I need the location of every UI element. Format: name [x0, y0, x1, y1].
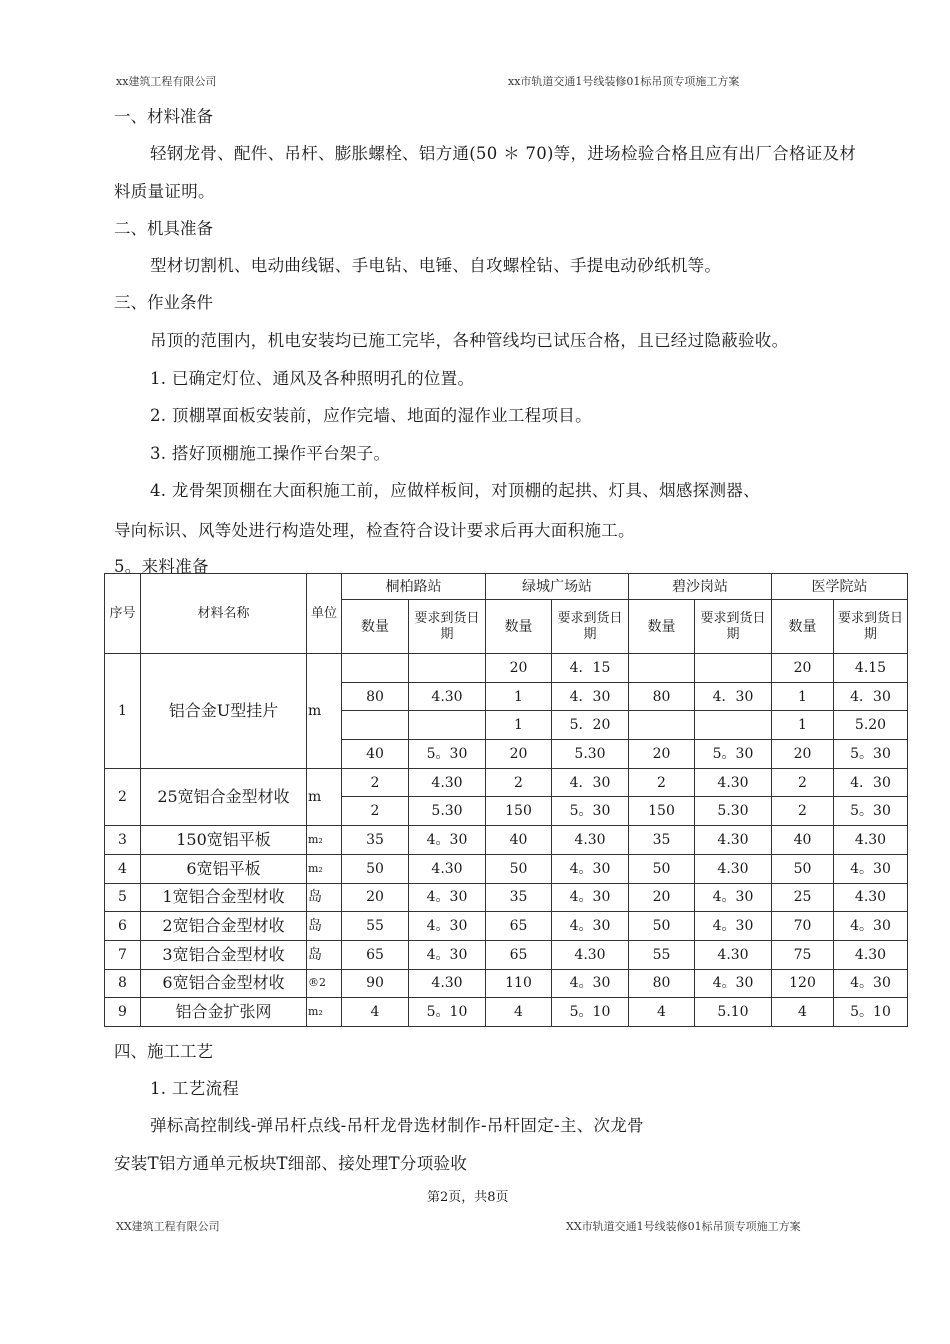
cell-qty: 20 [772, 740, 834, 769]
cell-date: 5。30 [834, 797, 908, 826]
cell-qty [342, 654, 409, 683]
process-flow-text-cont: 安装T铝方通单元板块T细部、接处理T分项验收 [114, 1154, 468, 1173]
cell-qty: 65 [486, 912, 552, 941]
section-3-item-1: 1. 已确定灯位、通风及各种照明孔的位置。 [150, 369, 475, 388]
cell-date: 5.10 [695, 998, 772, 1027]
cell-date: 4。30 [409, 940, 486, 969]
cell-date: 5.30 [695, 797, 772, 826]
header-date: 要求到货日期 [552, 600, 629, 654]
cell-date: 4。30 [409, 912, 486, 941]
row-seq: 7 [105, 940, 141, 969]
header-qty: 数量 [486, 600, 552, 654]
cell-date: 4．30 [834, 768, 908, 797]
cell-date: 4.30 [695, 826, 772, 855]
cell-date: 4。30 [552, 883, 629, 912]
cell-qty: 4 [629, 998, 695, 1027]
cell-date: 4.30 [834, 883, 908, 912]
table-row [105, 969, 908, 998]
cell-qty: 55 [629, 940, 695, 969]
cell-date: 4.30 [695, 854, 772, 883]
cell-date: 4.30 [409, 969, 486, 998]
table-row [105, 654, 908, 683]
cell-qty: 80 [629, 969, 695, 998]
row-unit: m [307, 768, 342, 825]
cell-qty: 150 [486, 797, 552, 826]
row-unit: m [307, 654, 342, 769]
cell-date: 4.30 [552, 940, 629, 969]
row-unit: 岛 [307, 912, 342, 941]
cell-date: 4．30 [695, 682, 772, 711]
cell-date: 4。30 [552, 854, 629, 883]
header-station: 绿城广场站 [486, 574, 629, 600]
cell-qty: 70 [772, 912, 834, 941]
row-seq: 8 [105, 969, 141, 998]
header-doc-title: xx市轨道交通1号线装修01标吊顶专项施工方案 [508, 75, 740, 88]
cell-date: 4.30 [409, 768, 486, 797]
section-3-item-3: 3. 搭好顶棚施工操作平台架子。 [150, 444, 391, 463]
cell-qty: 2 [342, 797, 409, 826]
cell-qty: 1 [772, 711, 834, 740]
row-material-name: 150宽铝平板 [141, 826, 307, 855]
cell-qty: 120 [772, 969, 834, 998]
cell-qty [629, 654, 695, 683]
section-2-title: 二、机具准备 [114, 219, 213, 238]
cell-date: 4。30 [552, 912, 629, 941]
next-page-header-doc-title: XX市轨道交通1号线装修01标吊顶专项施工方案 [566, 1220, 801, 1233]
row-material-name: 铝合金U型挂片 [141, 654, 307, 769]
cell-qty: 40 [772, 826, 834, 855]
cell-qty: 35 [342, 826, 409, 855]
cell-qty: 2 [486, 768, 552, 797]
row-seq: 6 [105, 912, 141, 941]
cell-date: 4.30 [409, 682, 486, 711]
header-date: 要求到货日期 [834, 600, 908, 654]
cell-date: 4．30 [834, 682, 908, 711]
cell-date: 4。30 [834, 912, 908, 941]
row-material-name: 6宽铝平板 [141, 854, 307, 883]
cell-qty: 2 [629, 768, 695, 797]
cell-qty: 2 [772, 797, 834, 826]
cell-qty: 50 [772, 854, 834, 883]
cell-qty: 55 [342, 912, 409, 941]
header-date: 要求到货日期 [695, 600, 772, 654]
cell-qty: 2 [772, 768, 834, 797]
row-seq: 9 [105, 998, 141, 1027]
header-qty: 数量 [629, 600, 695, 654]
section-4-subtitle: 1. 工艺流程 [150, 1079, 240, 1098]
cell-qty: 75 [772, 940, 834, 969]
cell-qty: 80 [342, 682, 409, 711]
cell-date: 5。30 [834, 740, 908, 769]
row-material-name: 25宽铝合金型材收 [141, 768, 307, 825]
cell-qty: 80 [629, 682, 695, 711]
row-material-name: 1宽铝合金型材收 [141, 883, 307, 912]
cell-qty: 110 [486, 969, 552, 998]
cell-date [695, 711, 772, 740]
cell-date: 4。30 [409, 883, 486, 912]
section-1-text: 轻钢龙骨、配件、吊杆、膨胀螺栓、铝方通(50 ＊ 70)等，进场检验合格且应有出厂合格证及材 [150, 144, 857, 163]
cell-qty [342, 711, 409, 740]
cell-qty: 40 [342, 740, 409, 769]
cell-date: 4。30 [695, 912, 772, 941]
cell-date: 4.30 [834, 940, 908, 969]
cell-date: 4．15 [552, 654, 629, 683]
row-seq: 3 [105, 826, 141, 855]
table-row [105, 768, 908, 797]
cell-qty: 2 [342, 768, 409, 797]
cell-qty: 90 [342, 969, 409, 998]
header-station: 医学院站 [772, 574, 908, 600]
row-material-name: 2宽铝合金型材收 [141, 912, 307, 941]
cell-date: 4.30 [695, 940, 772, 969]
cell-date [409, 711, 486, 740]
section-1-text-cont: 料质量证明。 [114, 182, 215, 201]
process-flow-text: 弹标高控制线-弹吊杆点线-吊杆龙骨选材制作-吊杆固定-主、次龙骨 [150, 1116, 644, 1135]
header-qty: 数量 [772, 600, 834, 654]
section-3-item-4-cont: 导向标识、风等处进行构造处理，检查符合设计要求后再大面积施工。 [114, 521, 635, 540]
page-number: 第2页，共8页 [427, 1190, 509, 1205]
cell-qty: 20 [486, 654, 552, 683]
header-date: 要求到货日期 [409, 600, 486, 654]
row-seq: 2 [105, 768, 141, 825]
section-2-text: 型材切割机、电动曲线锯、手电钻、电锤、自攻螺栓钻、手提电动砂纸机等。 [150, 256, 722, 275]
cell-date: 4．30 [552, 682, 629, 711]
cell-qty: 65 [486, 940, 552, 969]
header-seq: 序号 [105, 574, 141, 654]
row-seq: 5 [105, 883, 141, 912]
section-3-title: 三、作业条件 [114, 293, 213, 312]
row-unit: m₂ [307, 854, 342, 883]
table-row [105, 854, 908, 883]
cell-qty: 40 [486, 826, 552, 855]
section-3-item-4: 4. 龙骨架顶棚在大面积施工前，应做样板间，对顶棚的起拱、灯具、烟感探测器、 [150, 481, 760, 500]
cell-date: 4.30 [552, 826, 629, 855]
cell-qty: 20 [629, 740, 695, 769]
cell-qty: 25 [772, 883, 834, 912]
cell-qty: 4 [486, 998, 552, 1027]
table-row [105, 940, 908, 969]
cell-date [695, 654, 772, 683]
next-page-header-company: XX建筑工程有限公司 [116, 1220, 220, 1233]
materials-table [104, 573, 908, 1027]
cell-qty: 4 [772, 998, 834, 1027]
cell-date: 4.30 [695, 768, 772, 797]
row-seq: 4 [105, 854, 141, 883]
cell-date [409, 654, 486, 683]
cell-qty: 50 [342, 854, 409, 883]
header-station: 桐柏路站 [342, 574, 486, 600]
cell-date: 4.15 [834, 654, 908, 683]
cell-date: 4.30 [409, 854, 486, 883]
section-4-title: 四、施工工艺 [114, 1042, 213, 1061]
table-row [105, 912, 908, 941]
cell-date: 5.30 [552, 740, 629, 769]
cell-qty: 150 [629, 797, 695, 826]
cell-qty: 35 [486, 883, 552, 912]
cell-date: 5.20 [834, 711, 908, 740]
cell-qty [629, 711, 695, 740]
cell-date: 4。30 [834, 969, 908, 998]
section-3-item-5: 5。来料准备 [114, 557, 209, 576]
header-material-name: 材料名称 [141, 574, 307, 654]
cell-date: 4。30 [834, 854, 908, 883]
cell-date: 5。30 [552, 797, 629, 826]
cell-qty: 20 [772, 654, 834, 683]
table-header-row [105, 574, 908, 600]
cell-date: 5。30 [409, 740, 486, 769]
section-3-item-2: 2. 顶棚罩面板安装前，应作完墙、地面的湿作业工程项目。 [150, 406, 592, 425]
cell-date: 5。30 [695, 740, 772, 769]
header-unit: 单位 [307, 574, 342, 654]
row-seq: 1 [105, 654, 141, 769]
cell-qty: 1 [772, 682, 834, 711]
row-material-name: 3宽铝合金型材收 [141, 940, 307, 969]
cell-date: 4。30 [695, 969, 772, 998]
cell-qty: 50 [629, 912, 695, 941]
cell-qty: 20 [486, 740, 552, 769]
row-material-name: 6宽铝合金型材收 [141, 969, 307, 998]
cell-date: 4．30 [552, 768, 629, 797]
header-station: 碧沙岗站 [629, 574, 772, 600]
cell-date: 5。10 [834, 998, 908, 1027]
row-unit: 岛 [307, 940, 342, 969]
cell-qty: 50 [486, 854, 552, 883]
cell-date: 4。30 [695, 883, 772, 912]
cell-qty: 1 [486, 682, 552, 711]
cell-date: 4.30 [834, 826, 908, 855]
row-unit: m₂ [307, 826, 342, 855]
cell-date: 5。10 [552, 998, 629, 1027]
header-qty: 数量 [342, 600, 409, 654]
cell-date: 5。10 [409, 998, 486, 1027]
table-row [105, 826, 908, 855]
cell-qty: 4 [342, 998, 409, 1027]
header-company: xx建筑工程有限公司 [116, 75, 217, 88]
cell-qty: 50 [629, 854, 695, 883]
cell-date: 5.30 [409, 797, 486, 826]
cell-qty: 20 [629, 883, 695, 912]
table-body [105, 654, 908, 1027]
row-unit: m₂ [307, 998, 342, 1027]
cell-date: 4。30 [409, 826, 486, 855]
cell-qty: 1 [486, 711, 552, 740]
row-unit: 岛 [307, 883, 342, 912]
cell-date: 5．20 [552, 711, 629, 740]
row-unit: ®2 [307, 969, 342, 998]
cell-qty: 20 [342, 883, 409, 912]
section-3-intro: 吊顶的范围内，机电安装均已施工完毕，各种管线均已试压合格，且已经过隐蔽验收。 [150, 331, 789, 350]
section-1-title: 一、材料准备 [114, 107, 213, 126]
row-material-name: 铝合金扩张网 [141, 998, 307, 1027]
table-row [105, 883, 908, 912]
cell-date: 4。30 [552, 969, 629, 998]
table-row [105, 998, 908, 1027]
cell-qty: 35 [629, 826, 695, 855]
cell-qty: 65 [342, 940, 409, 969]
